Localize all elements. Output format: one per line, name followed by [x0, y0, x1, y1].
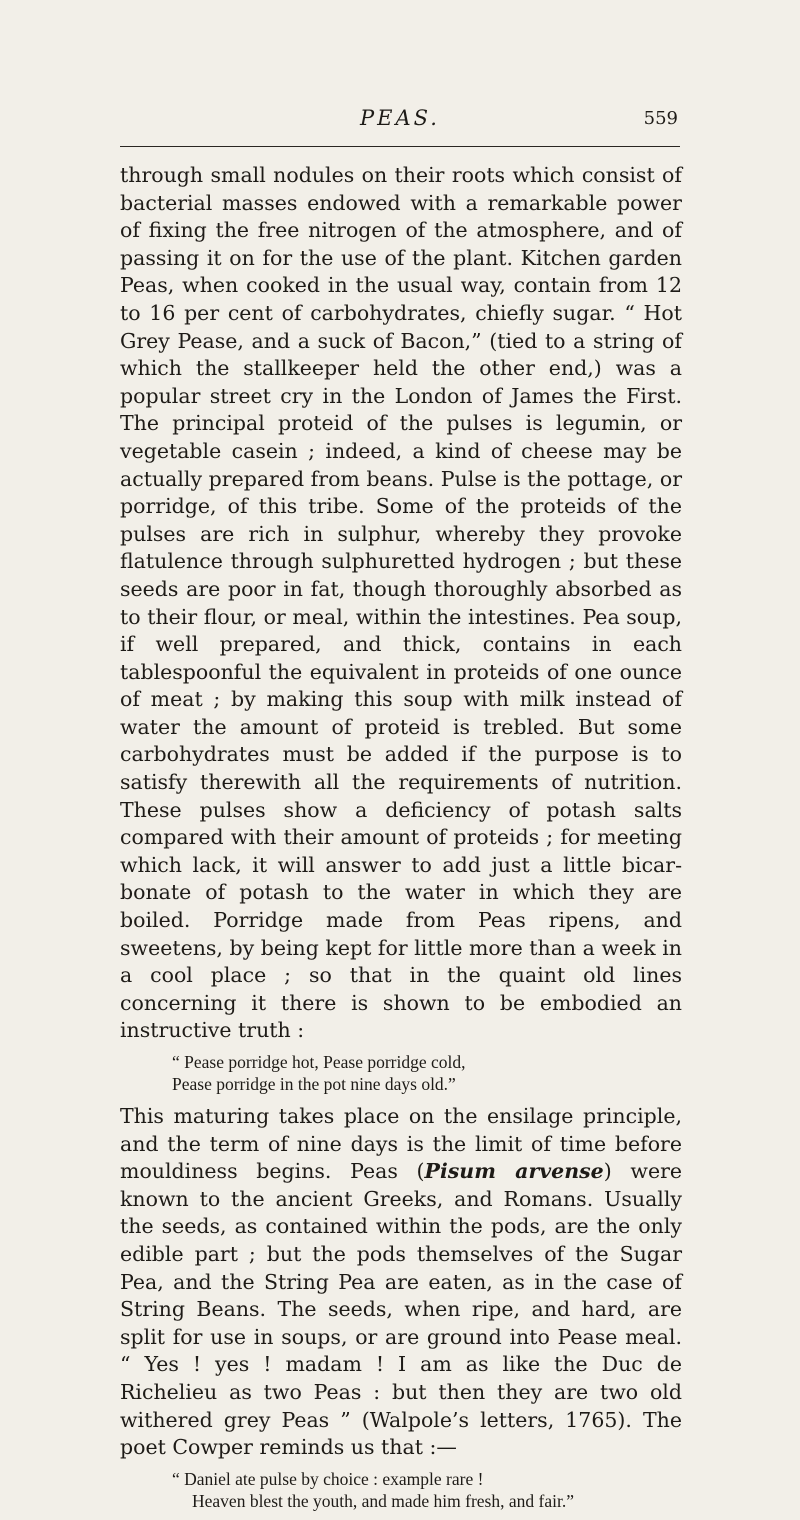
- paragraph: through small nodules on their roots which consist of bacterial masses endowed with a remarkable power of fixing the free nitrogen of the atmosphere, and of passing it on for the use of the plant. Kitchen garden Peas, when cooked in the usual way, contain from 12 to 16 per cent of carbohydrates, chiefly sugar. “ Hot Grey Pease, and a suck of Bacon,” (tied to a string of which the stallkeeper held the other end,) was a popular street cry in the London of James the First. The principal proteid of the pulses is legumin, or vegetable casein ; indeed, a kind of cheese may be actually prepared from beans. Pulse is the pottage, or porridge, of this tribe. Some of the proteids of the pulses are rich in sulphur, whereby they provoke flatulence through sulphuretted hydrogen ; but these seeds are poor in fat, though thoroughly absorbed as to their flour, or meal, within the intestines. Pea soup, if well prepared, and thick, contains in each tablespoonful the equivalent in proteids of one ounce of meat ; by making this soup with milk instead of water the amount of proteid is trebled. But some carbohydrates must be added if the purpose is to satisfy therewith all the requirements of nutrition. These pulses show a deficiency of potash salts compared with their amount of proteids ; for meeting which lack, it will answer to add just a little bicar-bonate of potash to the water in which they are boiled. Porridge made from Peas ripens, and sweetens, by being kept for little more than a week in a cool place ; so that in the quaint old lines concerning it there is shown to be embodied an instructive truth :: [120, 163, 682, 1043]
- page-number: 559: [643, 108, 678, 129]
- text-run: This maturing takes place on the ensilage principle, and the term of nine days is the limit of time before mouldiness begins. Peas (: [120, 1104, 682, 1184]
- verse-line: “ Daniel ate pulse by choice : example rare !: [172, 1468, 484, 1489]
- paragraph: [120, 1103, 682, 1462]
- latin-name: Pisum arvense: [424, 1159, 604, 1184]
- verse-line: Heaven blest the youth, and made him fresh, and fair.”: [192, 1490, 574, 1511]
- running-title: PEAS.: [360, 106, 440, 130]
- verse-line: Pease porridge in the pot nine days old.”: [172, 1074, 456, 1094]
- verse-line: “ Pease porridge hot, Pease porridge cold,: [172, 1052, 466, 1072]
- page-body: [120, 162, 682, 1520]
- verse-quotation: [120, 1051, 682, 1095]
- page-header: [120, 106, 680, 147]
- verse-quotation: [120, 1468, 682, 1512]
- text-run: ) were known to the ancient Greeks, and Romans. Usually the seeds, as contained within the pods, are the only edible part ; but the pods themselves of the Sugar Pea, and the String Pea are eaten, as in the case of String Beans. The seeds, when ripe, and hard, are split for use in soups, or are ground into Pease meal. “ Yes ! yes ! madam ! I am as like the Duc de Richelieu as two Peas : but then they are two old withered grey Peas ” (Walpole’s letters, 1765). The poet Cowper reminds us that :—: [120, 1159, 683, 1460]
